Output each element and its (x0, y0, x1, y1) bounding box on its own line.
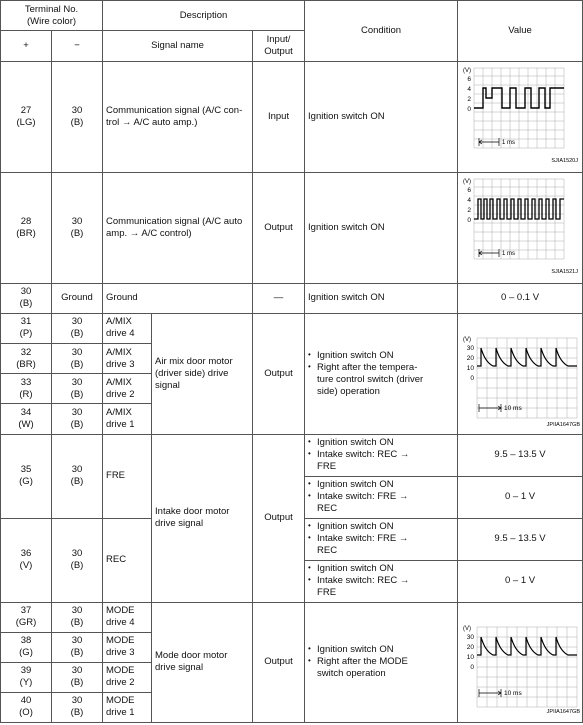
terminal-minus: 30 (B) (52, 692, 103, 722)
svg-text:4: 4 (466, 196, 471, 204)
signal-name: Air mix door motor (driver side) drive signal (152, 313, 253, 434)
pulse-waveform (459, 62, 582, 168)
sub-signal: A/MIX drive 3 (103, 343, 152, 373)
waveform-cell (458, 602, 583, 722)
signal-name: Mode door motor drive signal (152, 602, 253, 722)
value: 0 – 0.1 V (458, 283, 583, 313)
condition-item: • Ignition switch ON (308, 437, 454, 449)
sub-signal: MODE drive 4 (103, 602, 152, 632)
sub-signal: MODE drive 3 (103, 632, 152, 662)
svg-text:30: 30 (466, 634, 474, 642)
terminal-plus: 34 (W) (1, 404, 52, 434)
terminal-minus: 30 (B) (52, 518, 103, 602)
io-value: Output (253, 602, 305, 722)
sub-signal: FRE (103, 434, 152, 518)
condition (305, 434, 458, 476)
value: 0 – 1 V (458, 476, 583, 518)
terminal-plus: 39 (Y) (1, 662, 52, 692)
description-header: Description (103, 1, 305, 31)
io-value: — (253, 283, 305, 313)
table-row (1, 434, 583, 476)
decay-waveform (459, 603, 582, 717)
condition-item: • Ignition switch ON (308, 644, 454, 656)
terminal-minus: 30 (B) (52, 602, 103, 632)
svg-text:6: 6 (466, 186, 471, 194)
table-row (1, 283, 583, 313)
terminal-minus: Ground (52, 283, 103, 313)
pulse-waveform (459, 173, 582, 279)
terminal-minus: 30 (B) (52, 404, 103, 434)
svg-text:(V): (V) (462, 626, 471, 633)
svg-text:0: 0 (466, 106, 471, 113)
plus-header: + (1, 31, 52, 62)
svg-text:2: 2 (466, 96, 471, 103)
io-value: Output (253, 172, 305, 283)
terminal-minus: 30 (B) (52, 434, 103, 518)
terminal-header: Terminal No. (Wire color) (1, 1, 103, 31)
condition: Ignition switch ON (305, 62, 458, 173)
condition-item: • Ignition switch ON (308, 521, 454, 533)
condition-item: • Ignition switch ON (308, 479, 454, 491)
table-row (1, 172, 583, 283)
svg-text:0: 0 (469, 664, 474, 672)
svg-text:6: 6 (466, 76, 471, 83)
terminal-minus: 30 (B) (52, 662, 103, 692)
terminal-plus: 32 (BR) (1, 343, 52, 373)
value-header: Value (458, 1, 583, 62)
condition: Ignition switch ON (305, 283, 458, 313)
svg-text:10: 10 (466, 654, 474, 662)
svg-text:10: 10 (466, 364, 474, 372)
svg-text:(V): (V) (462, 68, 471, 74)
svg-text:20: 20 (466, 644, 474, 652)
condition (305, 602, 458, 722)
condition-item: • Intake switch: FRE → REC (308, 533, 454, 557)
table-row (1, 602, 583, 632)
terminal-minus: 30 (B) (52, 313, 103, 343)
terminal-plus: 27 (LG) (1, 62, 52, 173)
svg-text:0: 0 (466, 216, 471, 224)
sub-signal: A/MIX drive 2 (103, 374, 152, 404)
signal-name: Communication signal (A/C auto amp. → A/C control) (103, 172, 253, 283)
terminal-minus: 30 (B) (52, 632, 103, 662)
condition: Ignition switch ON (305, 172, 458, 283)
sub-signal: MODE drive 2 (103, 662, 152, 692)
sub-signal: A/MIX drive 4 (103, 313, 152, 343)
terminal-minus: 30 (B) (52, 374, 103, 404)
svg-text:10 ms: 10 ms (503, 404, 522, 412)
svg-text:10 ms: 10 ms (503, 690, 522, 698)
signal-name: Communication signal (A/C con- trol → A/C auto amp.) (103, 62, 253, 173)
svg-text:JPIIA1647GB: JPIIA1647GB (546, 709, 580, 716)
value: 9.5 – 13.5 V (458, 434, 583, 476)
terminal-plus: 37 (GR) (1, 602, 52, 632)
sub-signal: REC (103, 518, 152, 602)
terminal-minus: 30 (B) (52, 343, 103, 373)
waveform-cell (458, 313, 583, 434)
terminal-plus: 31 (P) (1, 313, 52, 343)
condition-item: • Intake switch: REC → FRE (308, 449, 454, 473)
condition-item: • Right after the tempera- ture control switch (driver side) operation (308, 362, 454, 398)
svg-text:1 ms: 1 ms (501, 250, 515, 257)
io-header: Input/ Output (253, 31, 305, 62)
svg-text:0: 0 (469, 374, 474, 382)
terminal-minus: 30 (B) (52, 172, 103, 283)
sub-signal: A/MIX drive 1 (103, 404, 152, 434)
condition-item: • Right after the MODE switch operation (308, 656, 454, 680)
condition (305, 313, 458, 434)
table-row (1, 313, 583, 343)
svg-text:(V): (V) (462, 336, 471, 343)
sub-signal: MODE drive 1 (103, 692, 152, 722)
condition-item: • Intake switch: FRE → REC (308, 491, 454, 515)
waveform-cell (458, 62, 583, 173)
condition-item: • Intake switch: REC → FRE (308, 575, 454, 599)
terminal-plus: 35 (G) (1, 434, 52, 518)
signal-name-header: Signal name (103, 31, 253, 62)
io-value: Output (253, 313, 305, 434)
condition-item: • Ignition switch ON (308, 350, 454, 362)
terminal-plus: 30 (B) (1, 283, 52, 313)
io-value: Input (253, 62, 305, 173)
terminal-plus: 33 (R) (1, 374, 52, 404)
svg-text:2: 2 (466, 206, 471, 214)
svg-text:(V): (V) (462, 178, 471, 185)
waveform-cell (458, 172, 583, 283)
terminal-plus: 36 (V) (1, 518, 52, 602)
decay-waveform (459, 314, 582, 430)
svg-text:1 ms: 1 ms (501, 140, 515, 146)
svg-text:20: 20 (466, 354, 474, 362)
svg-text:JPIIA1647GB: JPIIA1647GB (546, 421, 580, 428)
terminal-plus: 38 (G) (1, 632, 52, 662)
svg-text:SJIA1520J: SJIA1520J (550, 158, 578, 164)
condition (305, 476, 458, 518)
terminal-minus: 30 (B) (52, 62, 103, 173)
condition-header: Condition (305, 1, 458, 62)
terminal-plus: 28 (BR) (1, 172, 52, 283)
io-value: Output (253, 434, 305, 602)
minus-header: − (52, 31, 103, 62)
svg-text:4: 4 (466, 86, 471, 93)
svg-text:30: 30 (466, 344, 474, 352)
value: 9.5 – 13.5 V (458, 518, 583, 560)
condition-item: • Ignition switch ON (308, 563, 454, 575)
signal-name: Ground (103, 283, 253, 313)
svg-text:SJIA1521J: SJIA1521J (550, 268, 578, 275)
terminal-plus: 40 (O) (1, 692, 52, 722)
condition (305, 560, 458, 602)
signal-name: Intake door motor drive signal (152, 434, 253, 602)
value: 0 – 1 V (458, 560, 583, 602)
table-row (1, 62, 583, 173)
condition (305, 518, 458, 560)
